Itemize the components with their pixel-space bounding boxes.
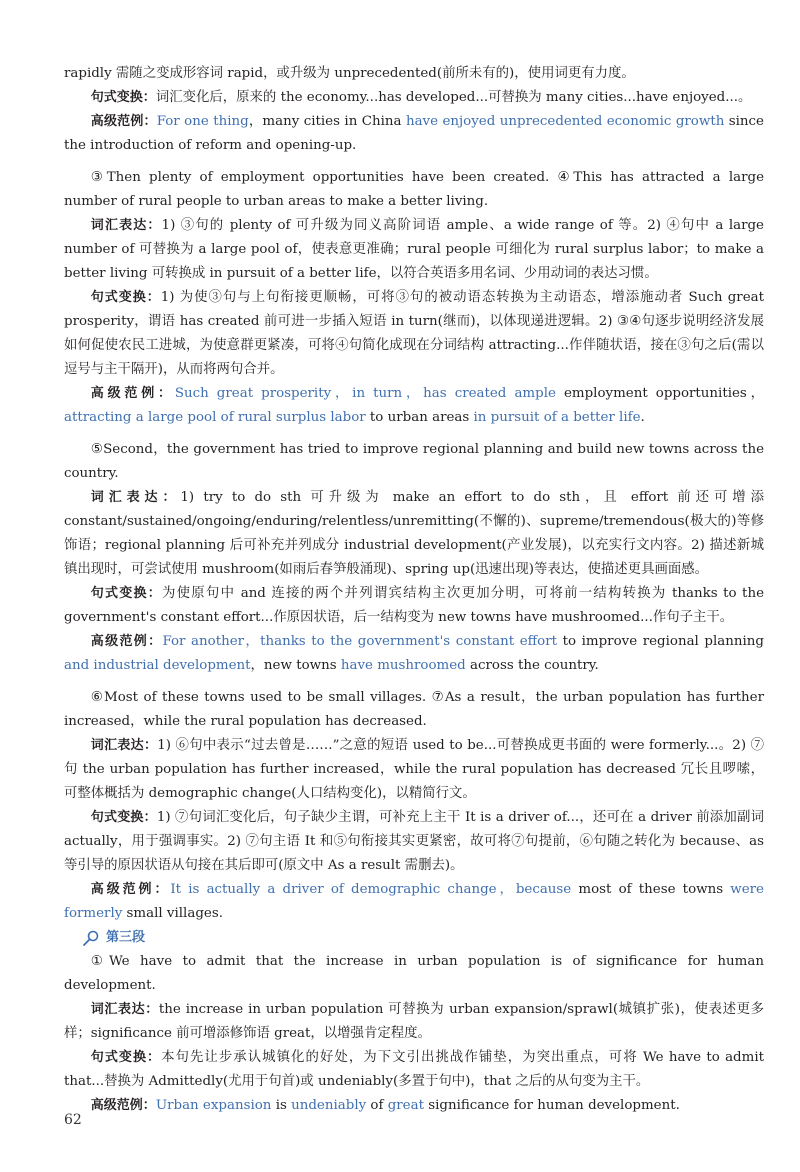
note-text: 1) try to do sth 可升级为 make an effort to do sth，且 effort 前还可增添 constant/sustained/ongoing/enduring/relentless/unremitting(不懈的)、supreme/tremendous(极大的)等修饰语；regional planning 后可补充并列成分 industrial development(产业发展)，以充实行文内容。2) 描述新城镇出现时，可尝试使用 mushroom(如雨后春笋般涌现)、spring up(迅速出现)等表达，使描述更具画面感。: [64, 490, 764, 577]
sentence-transform-note: [64, 582, 764, 630]
example-text: is: [271, 1098, 292, 1113]
label-vocab: 词汇表达：: [90, 218, 162, 233]
page-body: [64, 62, 764, 1118]
original-sentence: ⑥Most of these towns used to be small villages. ⑦As a result，the urban population has further increased，while the rural population has decreased.: [64, 690, 764, 729]
label-example: 高级范例：: [90, 634, 163, 649]
label-vocab: 词汇表达：: [90, 1002, 159, 1017]
note-text: 本句先让步承认城镇化的好处，为下文引出挑战作铺垫，为突出重点，可将 We have to admit that...替换为 Admittedly(尤用于句首)或 undeniably(多置于句中)，that 之后的从句变为主干。: [64, 1050, 764, 1089]
label-vocab: 词汇表达：: [90, 738, 158, 753]
label-sentence: 句式变换：: [90, 90, 156, 105]
example-text: across the country.: [465, 658, 599, 673]
label-sentence: 句式变换：: [90, 290, 161, 305]
highlight-text: For another，thanks to the government's constant effort: [162, 634, 558, 649]
example-text: most of these towns: [571, 882, 731, 897]
original-sentence: ③Then plenty of employment opportunities have been created. ④This has attracted a large number of rural people to urban areas to make a better living.: [64, 170, 764, 209]
note-text: 1) ③句的 plenty of 可升级为同义高阶词语 ample、a wide range of 等。2) ④句中 a large number of 可替换为 a large pool of，使表意更准确；rural people 可细化为 rural surplus labor；to make a better living 可转换成 in pursuit of a better life，以符合英语多用名词、少用动词的表达习惯。: [64, 218, 764, 281]
sentence-transform-note: [64, 806, 764, 878]
vocab-note: [64, 998, 764, 1046]
highlight-text: have mushroomed: [340, 658, 466, 673]
highlight-text: For one thing: [156, 114, 249, 129]
note-text: 为使原句中 and 连接的两个并列谓宾结构主次更加分明，可将前一结构转换为 thanks to the government's constant effort...作原因状语，后一结构变为 new towns have mushroomed...作句子主干。: [64, 586, 764, 625]
advanced-example: [64, 878, 764, 926]
label-sentence: 句式变换：: [90, 810, 157, 825]
highlight-text: attracting a large pool of rural surplus labor: [64, 410, 366, 425]
example-text: to urban areas: [365, 410, 474, 425]
section-title: 第三段: [106, 930, 146, 945]
advanced-example: [64, 630, 764, 678]
advanced-example: [64, 110, 764, 158]
example-text: .: [640, 410, 645, 425]
magnifier-icon: [82, 930, 100, 946]
section-heading: [64, 926, 764, 950]
label-example: 高级范例：: [90, 1098, 156, 1113]
example-text: ，many cities in China: [248, 114, 406, 129]
paragraph-continuation: rapidly 需随之变成形容词 rapid，或升级为 unprecedented(前所未有的)，使用词更有力度。: [64, 66, 635, 81]
highlight-text: were formerly: [64, 882, 764, 921]
vocab-note: [64, 214, 764, 286]
note-text: 1) 为使③句与上句衔接更顺畅，可将③句的被动语态转换为主动语态，增添施动者 Such great prosperity，谓语 has created 前可进一步插入短语 in turn(继而)，以体现递进逻辑。2) ③④句逐步说明经济发展如何促使农民工进城，为使意群更紧凑，可将④句简化成现在分词结构 attracting...作伴随状语，接在③句之后(需以逗号与主干隔开)，从而将两句合并。: [64, 290, 764, 377]
sentence-transform-note: [64, 1046, 764, 1094]
example-text: employment opportunities，: [555, 386, 764, 401]
label-example: 高级范例：: [90, 114, 157, 129]
note-text: 词汇变化后，原来的 the economy...has developed...可替换为 many cities...have enjoyed...。: [155, 90, 752, 105]
original-sentence: ⑤Second，the government has tried to improve regional planning and build new towns across the country.: [64, 442, 764, 481]
note-text: 1) ⑦句词汇变化后，句子缺少主谓，可补充上主干 It is a driver of...，还可在 a driver 前添加副词 actually，用于强调事实。2) ⑦句主语 It 和⑤句衔接其实更紧密，故可将⑦句提前，⑥句随之转化为 because、as 等引导的原因状语从句接在其后即可(原文中 As a result 需删去)。: [64, 810, 764, 873]
label-sentence: 句式变换：: [90, 586, 163, 601]
sentence-transform-note: [64, 286, 764, 382]
vocab-note: [64, 486, 764, 582]
highlight-text: great: [387, 1098, 424, 1113]
example-text: since the introduction of reform and opening-up.: [64, 114, 764, 153]
label-sentence: 句式变换：: [90, 1050, 162, 1065]
example-text: significance for human development.: [423, 1098, 680, 1113]
label-vocab: 词汇表达：: [90, 490, 181, 505]
page-number: 62: [64, 1112, 82, 1128]
highlight-text: Urban expansion: [155, 1098, 272, 1113]
highlight-text: in pursuit of a better life: [473, 410, 641, 425]
advanced-example: [64, 1094, 764, 1118]
example-text: to improve regional planning: [557, 634, 764, 649]
example-text: ，new towns: [250, 658, 341, 673]
label-example: 高级范例：: [90, 882, 171, 897]
original-sentence: ①We have to admit that the increase in urban population is of significance for human development.: [64, 954, 764, 993]
sentence-transform-note: [64, 86, 764, 110]
note-text: the increase in urban population 可替换为 urban expansion/sprawl(城镇扩张)，使表述更多样；significance 前可增添修饰语 great，以增强肯定程度。: [64, 1002, 764, 1041]
advanced-example: [64, 382, 764, 430]
highlight-text: have enjoyed unprecedented economic growth: [405, 114, 725, 129]
highlight-text: and industrial development: [64, 658, 251, 673]
highlight-text: Such great prosperity，in turn，has created ample: [174, 386, 556, 401]
highlight-text: It is actually a driver of demographic change，because: [170, 882, 572, 897]
example-text: of: [366, 1098, 388, 1113]
note-text: 1) ⑥句中表示“过去曾是……”之意的短语 used to be...可替换成更书面的 were formerly...。2) ⑦句 the urban population has further increased，while the rural population has decreased 冗长且啰嗦，可整体概括为 demographic change(人口结构变化)，以精简行文。: [64, 738, 764, 801]
highlight-text: undeniably: [291, 1098, 367, 1113]
vocab-note: [64, 734, 764, 806]
example-text: small villages.: [122, 906, 223, 921]
label-example: 高级范例：: [90, 386, 175, 401]
